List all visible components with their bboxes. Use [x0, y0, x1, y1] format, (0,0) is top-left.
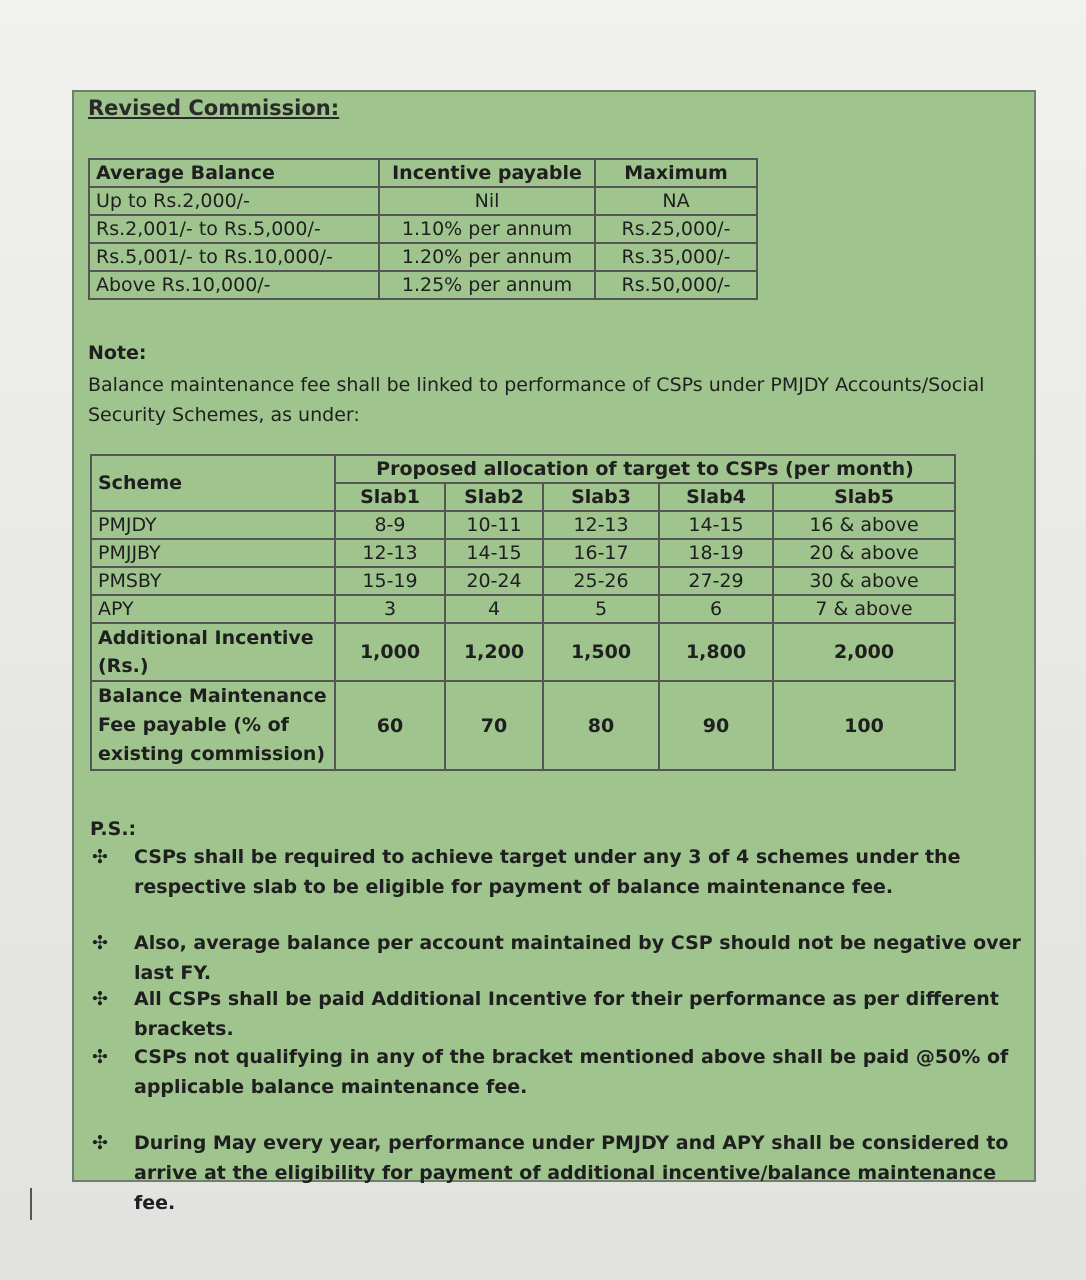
- column-header: Maximum: [595, 159, 757, 187]
- scheme-label: Additional Incentive (Rs.): [91, 623, 335, 681]
- slab-header: Slab3: [543, 483, 659, 511]
- list-item-text: All CSPs shall be paid Additional Incentive for their performance as per different brackets.: [134, 988, 999, 1040]
- table-row: [89, 215, 757, 243]
- table-cell: Up to Rs.2,000/-: [89, 187, 379, 215]
- scheme-label: Balance Maintenance Fee payable (% of existing commission): [91, 681, 335, 770]
- table-cell: 4: [445, 595, 543, 623]
- ps-title: P.S.:: [90, 818, 137, 840]
- table-cell: Nil: [379, 187, 595, 215]
- column-header: Average Balance: [89, 159, 379, 187]
- bullet-icon: ✣: [92, 932, 108, 954]
- text-cursor: [30, 1188, 32, 1220]
- table-cell: 2,000: [773, 623, 955, 681]
- table-row: [91, 595, 955, 623]
- table-cell: 27-29: [659, 567, 773, 595]
- slab-header: Slab5: [773, 483, 955, 511]
- table-row: [91, 623, 955, 681]
- scheme-label: PMSBY: [91, 567, 335, 595]
- page-title: Revised Commission:: [88, 96, 340, 120]
- table-cell: 15-19: [335, 567, 445, 595]
- scheme-header: Scheme: [91, 455, 335, 511]
- bullet-icon: ✣: [92, 988, 108, 1010]
- table-cell: 6: [659, 595, 773, 623]
- list-item-text: CSPs not qualifying in any of the bracket mentioned above shall be paid @50% of applicable balance maintenance fee.: [134, 1046, 1009, 1098]
- table-cell: 1,200: [445, 623, 543, 681]
- list-item-text: During May every year, performance under PMJDY and APY shall be considered to arrive at the eligibility for payment of additional incentive/balance maintenance fee.: [134, 1132, 1009, 1214]
- bullet-icon: ✣: [92, 1132, 108, 1154]
- table-cell: 12-13: [543, 511, 659, 539]
- table-row: [91, 567, 955, 595]
- table-cell: 1,800: [659, 623, 773, 681]
- slab-header: Slab4: [659, 483, 773, 511]
- scheme-label: PMJJBY: [91, 539, 335, 567]
- table-cell: 14-15: [445, 539, 543, 567]
- table-cell: Above Rs.10,000/-: [89, 271, 379, 299]
- table-cell: 1.10% per annum: [379, 215, 595, 243]
- bullet-icon: ✣: [92, 846, 108, 868]
- list-item: [88, 1128, 1028, 1218]
- table-cell: Rs.50,000/-: [595, 271, 757, 299]
- table-cell: 80: [543, 681, 659, 770]
- table-row: [91, 539, 955, 567]
- slab-header: Slab2: [445, 483, 543, 511]
- list-item: [88, 928, 1028, 988]
- table-cell: 16-17: [543, 539, 659, 567]
- target-table: [90, 454, 956, 771]
- slab-header: Slab1: [335, 483, 445, 511]
- table-cell: 12-13: [335, 539, 445, 567]
- scheme-label: PMJDY: [91, 511, 335, 539]
- table-header-row: [91, 455, 955, 483]
- table-cell: 20-24: [445, 567, 543, 595]
- table-cell: 30 & above: [773, 567, 955, 595]
- table-cell: 5: [543, 595, 659, 623]
- table-cell: 70: [445, 681, 543, 770]
- list-item-text: CSPs shall be required to achieve target under any 3 of 4 schemes under the respective slab to be eligible for payment of balance maintenance fee.: [134, 846, 961, 898]
- scheme-label: APY: [91, 595, 335, 623]
- table-cell: 10-11: [445, 511, 543, 539]
- table-cell: 14-15: [659, 511, 773, 539]
- note-title: Note:: [88, 342, 147, 364]
- table-row: [89, 187, 757, 215]
- column-header: Incentive payable: [379, 159, 595, 187]
- table-cell: 7 & above: [773, 595, 955, 623]
- bullet-icon: ✣: [92, 1046, 108, 1068]
- table-cell: 3: [335, 595, 445, 623]
- table-cell: NA: [595, 187, 757, 215]
- table-cell: 1.20% per annum: [379, 243, 595, 271]
- document-panel: [72, 90, 1036, 1214]
- table-row: [89, 271, 757, 299]
- table-row: [89, 243, 757, 271]
- table-cell: 18-19: [659, 539, 773, 567]
- table-cell: 20 & above: [773, 539, 955, 567]
- table-cell: Rs.5,001/- to Rs.10,000/-: [89, 243, 379, 271]
- table-cell: 1,000: [335, 623, 445, 681]
- list-item-text: Also, average balance per account maintained by CSP should not be negative over last FY.: [134, 932, 1021, 984]
- table-cell: Rs.35,000/-: [595, 243, 757, 271]
- table-cell: 1.25% per annum: [379, 271, 595, 299]
- group-header: Proposed allocation of target to CSPs (per month): [335, 455, 955, 483]
- table-cell: 8-9: [335, 511, 445, 539]
- table-cell: 60: [335, 681, 445, 770]
- commission-table: [88, 158, 758, 300]
- table-cell: 1,500: [543, 623, 659, 681]
- table-cell: 90: [659, 681, 773, 770]
- table-row: [91, 511, 955, 539]
- table-cell: 25-26: [543, 567, 659, 595]
- list-item: [88, 842, 1028, 902]
- list-item: [88, 984, 1028, 1044]
- table-cell: 100: [773, 681, 955, 770]
- note-text: Balance maintenance fee shall be linked to performance of CSPs under PMJDY Accounts/Social Security Schemes, as under:: [88, 374, 985, 426]
- table-row: [91, 681, 955, 770]
- table-cell: Rs.25,000/-: [595, 215, 757, 243]
- table-cell: Rs.2,001/- to Rs.5,000/-: [89, 215, 379, 243]
- list-item: [88, 1042, 1028, 1102]
- table-header-row: [89, 159, 757, 187]
- table-cell: 16 & above: [773, 511, 955, 539]
